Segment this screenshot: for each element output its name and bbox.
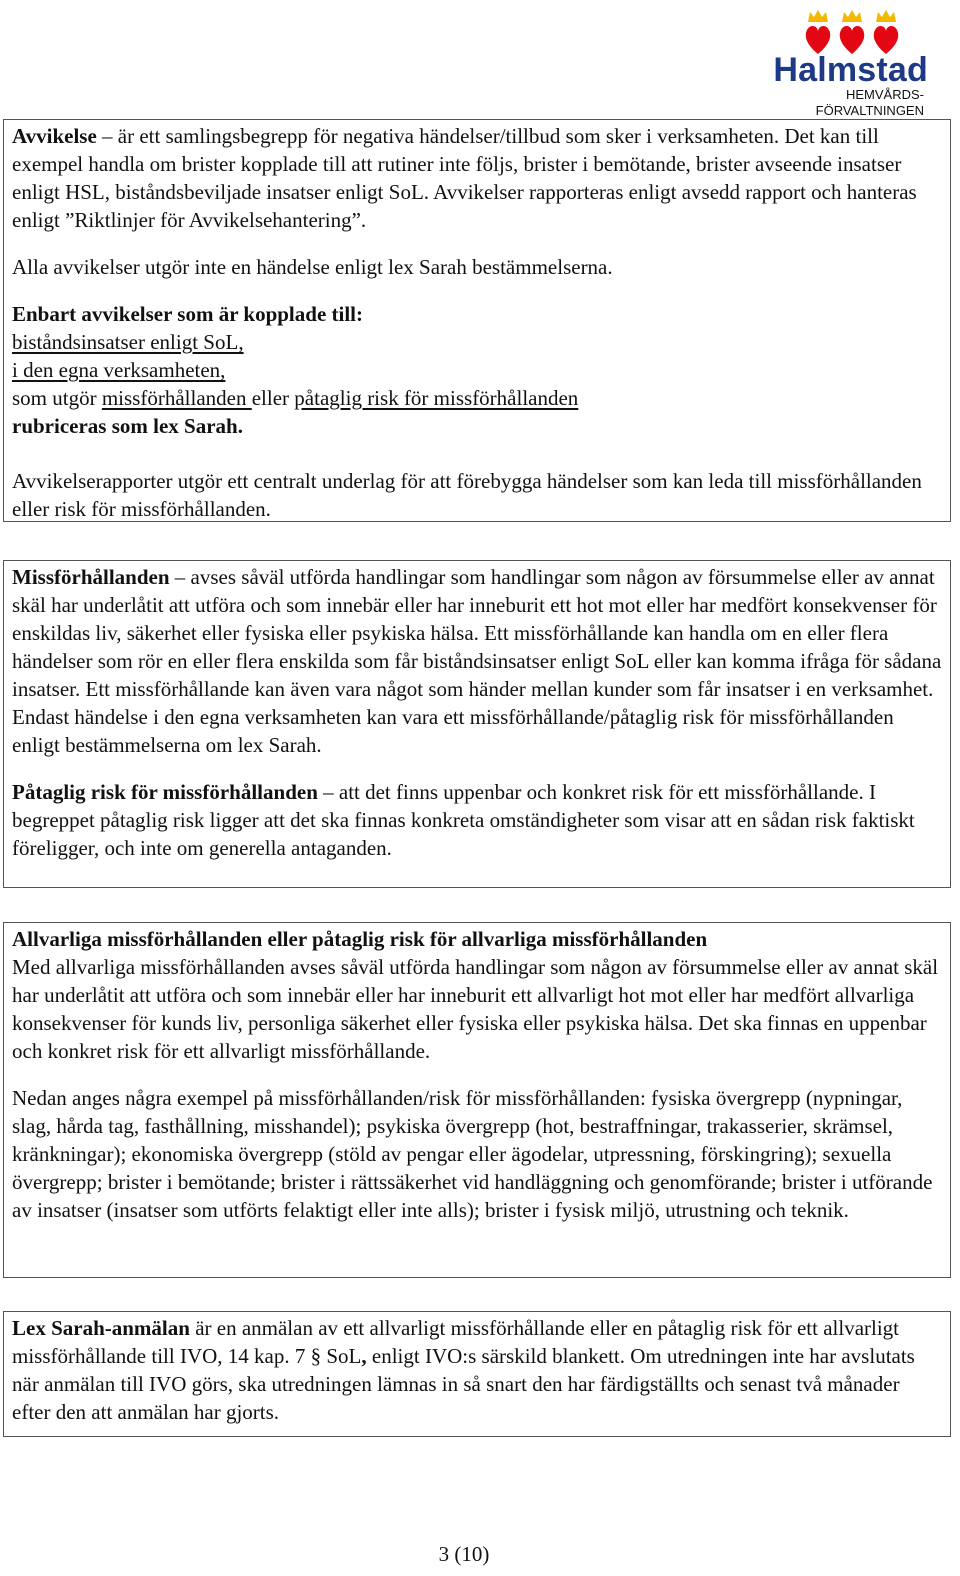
- criteria-item-3: som utgör missförhållanden eller påtaglig risk för missförhållanden: [12, 386, 579, 410]
- lex-sarah-anmalan-term: Lex Sarah-anmälan: [12, 1316, 190, 1340]
- halmstad-logo: [742, 4, 930, 118]
- paptaglig-risk-definition: Påtaglig risk för missförhållanden – att det finns uppenbar och konkret risk för ett missförhållande. I begreppet påtaglig risk ligger att det ska finnas konkreta omständigheter som visar att en sådan risk faktiskt föreligger, och inte om generella antaganden.: [12, 780, 915, 860]
- criteria-item-1: biståndsinsatser enligt SoL,: [12, 330, 244, 354]
- lex-sarah-note: Alla avvikelser utgör inte en händelse enligt lex Sarah bestämmelserna.: [12, 255, 613, 279]
- page-number: 3 (10): [438, 1542, 490, 1566]
- lex-sarah-anmalan-box: [3, 1311, 951, 1437]
- criteria-item-2: i den egna verksamheten,: [12, 358, 226, 382]
- missforhallanden-box: [3, 560, 951, 888]
- avvikelserapporter-note: Avvikelserapporter utgör ett centralt underlag för att förebygga händelser som kan leda till missförhållanden eller risk för missförhållanden.: [12, 469, 922, 521]
- logo-subtitle-1: HEMVÅRDS-: [845, 87, 924, 102]
- avvikelse-box: [3, 119, 951, 522]
- allvarliga-title: Allvarliga missförhållanden eller påtaglig risk för allvarliga missförhållanden: [12, 927, 708, 951]
- missforhallanden-term: Missförhållanden: [12, 565, 170, 589]
- logo-subtitle-2: FÖRVALTNINGEN: [815, 103, 924, 118]
- paptaglig-risk-term: Påtaglig risk för missförhållanden: [12, 780, 318, 804]
- criteria-heading: Enbart avvikelser som är kopplade till:: [12, 302, 364, 326]
- lex-sarah-anmalan-definition: Lex Sarah-anmälan är en anmälan av ett allvarligt missförhållande eller en påtaglig risk för ett allvarligt missförhållande till IVO, 14 kap. 7 § SoL, enligt IVO:s särskild blankett. Om utredningen inte har avslutats när anmälan till IVO görs, ska utredningen lämnas in så snart den har färdigställts och senast två månader efter den att anmälan har gjorts.: [12, 1316, 915, 1424]
- criteria-conclusion: rubriceras som lex Sarah.: [12, 414, 243, 438]
- allvarliga-definition: Med allvarliga missförhållanden avses såväl utförda handlingar som någon av försummelse eller av annat skäl har underlåtit att utföra och som innebär eller har inneburit ett allvarligt hot mot eller har medfört allvarliga konsekvenser för kunds liv, personliga säkerhet eller fysiska eller psykiska hälsa. Det ska finnas en uppenbar och konkret risk för ett allvarligt missförhållande.: [12, 955, 939, 1063]
- crowned-hearts-icon: [804, 8, 906, 56]
- missforhallanden-definition: Missförhållanden – avses såväl utförda handlingar som handlingar som någon av försummelse eller av annat skäl har underlåtit att utföra och som innebär eller har inneburit ett hot mot eller har medfört konsekvenser för enskildas liv, säkerhet eller fysiska eller psykiska hälsa. Ett missförhållande kan handla om en eller flera händelser som rör en eller flera enskilda som får biståndsinsatser enligt SoL eller kan komma ifråga för sådana insatser. Ett missförhållande kan även vara något som händer mellan kunder som får insatser i en verksamhet. Endast händelse i den egna verksamheten kan vara ett missförhållande/påtaglig risk för missförhållanden enligt bestämmelserna om lex Sarah.: [12, 565, 942, 757]
- avvikelse-term: Avvikelse: [12, 124, 97, 148]
- avvikelse-definition: Avvikelse – är ett samlingsbegrepp för negativa händelser/tillbud som sker i verksamheten. Det kan till exempel handla om brister kopplade till att rutiner inte följs, brister i bemötande, brister avseende insatser enligt HSL, biståndsbeviljade insatser enligt SoL. Avvikelser rapporteras enligt avsedd rapport och hanteras enligt ”Riktlinjer för Avvikelsehantering”.: [12, 124, 917, 232]
- logo-brand: Halmstad: [773, 51, 928, 89]
- allvarliga-box: [3, 922, 951, 1278]
- examples-paragraph: Nedan anges några exempel på missförhållanden/risk för missförhållanden: fysiska övergrepp (nypningar, slag, hårda tag, fasthållning, misshandel); psykiska övergrepp (hot, bestraffningar, trakasserier, skrämsel, kränkningar); ekonomiska övergrepp (stöld av pengar eller ägodelar, utpressning, förskingring); sexuella övergrepp; brister i bemötande; brister i rättssäkerhet vid handläggning och genomförande; brister i utförande av insatser (insatser som utförts felaktigt eller inte alls); brister i fysisk miljö, utrustning och teknik.: [12, 1086, 933, 1222]
